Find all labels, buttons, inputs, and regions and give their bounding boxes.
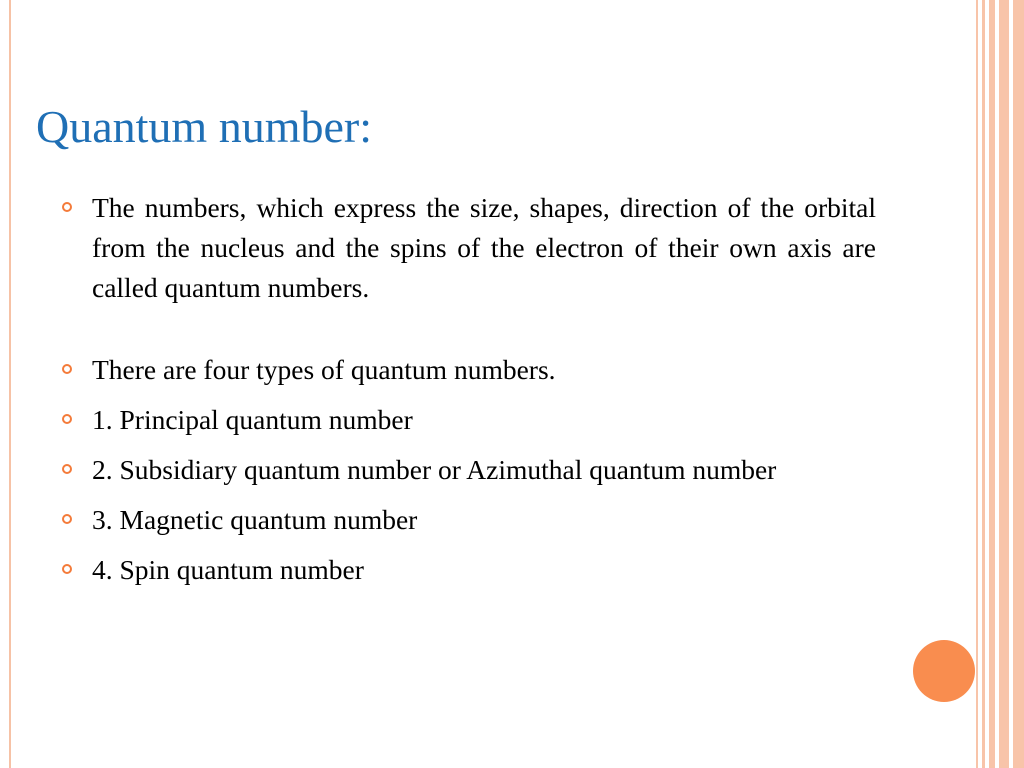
- ring-bullet-icon: [62, 414, 72, 424]
- bullet-text: 2. Subsidiary quantum number or Azimuthal quantum number: [92, 454, 777, 485]
- ring-bullet-icon: [62, 464, 72, 474]
- bullet-text: The numbers, which express the size, shapes, direction of the orbital from the nucleus and the spins of the electron of their own axis are called quantum numbers.: [92, 192, 876, 303]
- border-stripe: [976, 0, 978, 768]
- bullet-item: [62, 188, 876, 308]
- bullet-text: 3. Magnetic quantum number: [92, 504, 418, 535]
- orange-circle-decoration: [913, 640, 975, 702]
- bullet-item: [62, 550, 876, 590]
- bullet-list: [62, 188, 876, 590]
- ring-bullet-icon: [62, 514, 72, 524]
- border-stripe: [989, 0, 995, 768]
- bullet-item: [62, 500, 876, 540]
- bullet-text: 4. Spin quantum number: [92, 554, 364, 585]
- border-stripe: [982, 0, 985, 768]
- bullet-text: There are four types of quantum numbers.: [92, 354, 556, 385]
- border-stripe: [999, 0, 1009, 768]
- left-border-line: [9, 0, 11, 768]
- ring-bullet-icon: [62, 202, 72, 212]
- bullet-text: 1. Principal quantum number: [92, 404, 413, 435]
- slide-title: Quantum number:: [36, 101, 372, 152]
- ring-bullet-icon: [62, 564, 72, 574]
- right-border-stripes: [976, 0, 1024, 768]
- ring-bullet-icon: [62, 364, 72, 374]
- border-stripe: [1013, 0, 1024, 768]
- bullet-item: [62, 450, 876, 490]
- bullet-item: [62, 350, 876, 390]
- bullet-item: [62, 400, 876, 440]
